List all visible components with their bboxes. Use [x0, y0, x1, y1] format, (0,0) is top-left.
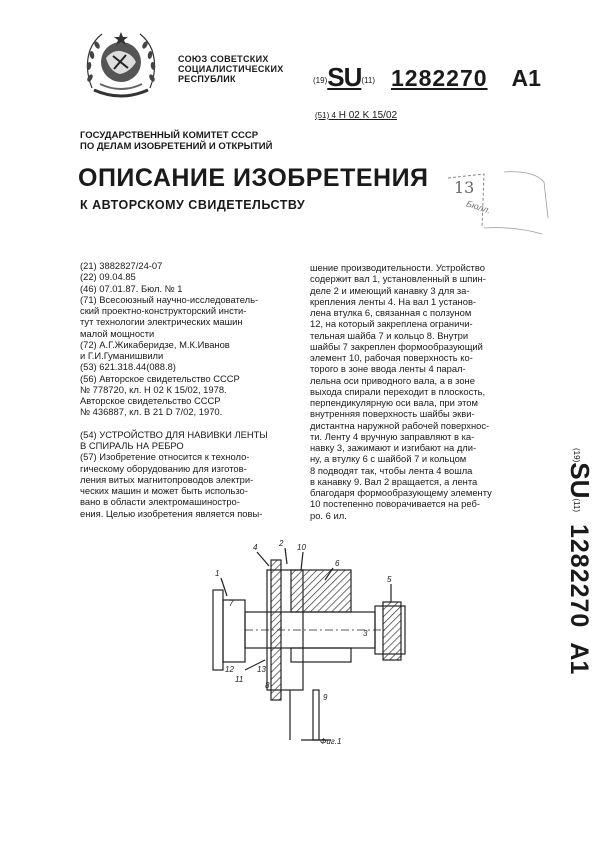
text-line: содержит вал 1, установленный в шпин- — [310, 273, 486, 285]
patent-number: 1282270 — [391, 65, 488, 91]
drawing-label: 1 — [215, 569, 220, 578]
ipc-value: H 02 K 15/02 — [338, 110, 398, 121]
text-line: 12, на который закреплена ограничи- — [310, 318, 473, 330]
code-11: (11) — [361, 76, 375, 85]
side-kind-code: A1 — [565, 642, 593, 675]
text-line: тельная шайба 7 и кольцо 8. Внутри — [310, 329, 469, 341]
committee-line: ГОСУДАРСТВЕННЫЙ КОМИТЕТ СССР — [80, 130, 259, 141]
code-19: (19) — [313, 76, 328, 85]
text-line: деле 2 и имеющий канавку 3 для за- — [310, 284, 470, 296]
publication-number — [313, 62, 541, 93]
technical-drawing — [205, 540, 420, 750]
text-line: шайбы 7 закреплен формообразующий — [310, 340, 483, 352]
text-line: лельна оси приводного вала, а в зоне — [310, 374, 475, 386]
text-line: элемент 10, рабочая поверхность ко- — [310, 352, 473, 363]
drawing-label: 7 — [229, 599, 234, 608]
committee-line: ПО ДЕЛАМ ИЗОБРЕТЕНИЙ И ОТКРЫТИЙ — [80, 141, 273, 152]
kind-code: A1 — [511, 65, 541, 91]
drawing-label: 6 — [335, 559, 340, 568]
state-emblem-icon — [80, 28, 162, 106]
text-line — [80, 418, 300, 429]
drawing-label: 11 — [235, 675, 244, 684]
document-title: ОПИСАНИЕ ИЗОБРЕТЕНИЯ — [78, 164, 429, 192]
text-line: (46) 07.01.87. Бюл. № 1 — [80, 282, 183, 294]
side-code-11: (11) — [572, 498, 581, 512]
text-line: (56) Авторское свидетельство СССР — [80, 372, 240, 384]
ipc-class — [315, 110, 397, 121]
drawing-label: 13 — [257, 665, 266, 674]
text-line: ления витых магнитопроводов электри- — [80, 473, 254, 485]
drawing-label: 3 — [363, 629, 368, 638]
drawing-label: 5 — [387, 575, 392, 584]
text-line: ну, а втулку 6 с шайбой 7 и кольцом — [310, 453, 467, 465]
text-line: 10 постепенно поворачивается на реб- — [310, 498, 480, 510]
country-code: SU — [327, 62, 362, 92]
state-name — [178, 54, 284, 84]
text-line: гическому оборудованию для изготов- — [80, 462, 247, 474]
text-line: (22) 09.04.85 — [80, 271, 136, 283]
state-line: СОЦИАЛИСТИЧЕСКИХ — [178, 64, 284, 74]
text-line: (71) Всесоюзный научно-исследователь- — [80, 293, 259, 305]
text-line: В СПИРАЛЬ НА РЕБРО — [80, 440, 184, 451]
text-line: (72) А.Г.Жикаберидзе, М.К.Иванов — [80, 338, 230, 350]
committee — [80, 130, 272, 152]
text-line: малой мощности — [80, 327, 155, 339]
code-51: (51) 4 — [315, 111, 336, 120]
text-line: в канавку 9. Вал 2 вращается, а лента — [310, 475, 478, 487]
text-line: (57) Изобретение относится к техноло- — [80, 451, 250, 463]
drawing-label: 2 — [279, 540, 284, 548]
drawing-label: 9 — [323, 693, 328, 702]
drawing-label: 4 — [253, 543, 258, 552]
text-line: торого в зоне ввода ленты 4 парал- — [310, 363, 466, 375]
figure-caption: Фиг.1 — [320, 737, 342, 746]
stamp-text: Бюлл. — [465, 198, 493, 216]
text-line: тут технологии электрических машин — [80, 316, 243, 328]
text-line: Авторское свидетельство СССР — [80, 395, 221, 406]
state-line: РЕСПУБЛИК — [178, 74, 236, 84]
stamp-number: 13 — [454, 178, 475, 197]
text-line: крепления ленты 4. На вал 1 установ- — [310, 295, 477, 307]
text-line: внутренняя поверхность шайбы экви- — [310, 408, 475, 420]
abstract-column — [310, 262, 550, 521]
drawing-label: 8 — [265, 681, 270, 690]
text-line: (53) 621.318.44(088.8) — [80, 361, 176, 373]
text-line: и Г.И.Гуманишвили — [80, 350, 164, 361]
text-line: выхода спирали переходит в плоскость, — [310, 385, 486, 397]
text-line: перпендикулярную оси вала, при этом — [310, 397, 478, 408]
text-line: благодаря формообразующему элементу — [310, 487, 492, 498]
text-line: № 436887, кл. В 21 D 7/02, 1970. — [80, 406, 223, 418]
text-line: навку 3, зажимают и изгибают на дли- — [310, 442, 477, 453]
state-line: СОЮЗ СОВЕТСКИХ — [178, 54, 269, 64]
side-patent-number: 1282270 — [565, 524, 593, 629]
text-line: ения. Целью изобретения является повы- — [80, 507, 263, 519]
side-country-code: SU — [565, 462, 595, 499]
handwritten-stamp — [444, 168, 556, 240]
text-line: № 778720, кл. Н 02 К 15/02, 1978. — [80, 383, 227, 395]
text-line: вано в области электромашиностро- — [80, 496, 240, 508]
text-line: ский проектно-конструкторский инсти- — [80, 305, 247, 316]
text-line: ро. 6 ил. — [310, 509, 347, 521]
bibliographic-column — [80, 260, 300, 519]
document-subtitle: К АВТОРСКОМУ СВИДЕТЕЛЬСТВУ — [80, 198, 306, 212]
drawing-label: 10 — [297, 543, 306, 552]
text-line: (54) УСТРОЙСТВО ДЛЯ НАВИВКИ ЛЕНТЫ — [80, 428, 268, 440]
text-line: ческих машин и может быть использо- — [80, 485, 248, 496]
text-line: (21) 3882827/24-07 — [80, 260, 163, 271]
text-line: ти. Ленту 4 вручную заправляют в ка- — [310, 430, 475, 442]
drawing-label: 12 — [225, 665, 234, 674]
side-code-19: (19) — [572, 448, 581, 463]
text-line: дистантна наружной рабочей поверхнос- — [310, 419, 490, 431]
side-publication-number — [551, 448, 595, 698]
text-line: 8 подводят так, чтобы лента 4 вошла — [310, 464, 473, 476]
text-line: лена втулка 6, связанная с ползуном — [310, 307, 472, 318]
text-line: шение производительности. Устройство — [310, 262, 485, 273]
